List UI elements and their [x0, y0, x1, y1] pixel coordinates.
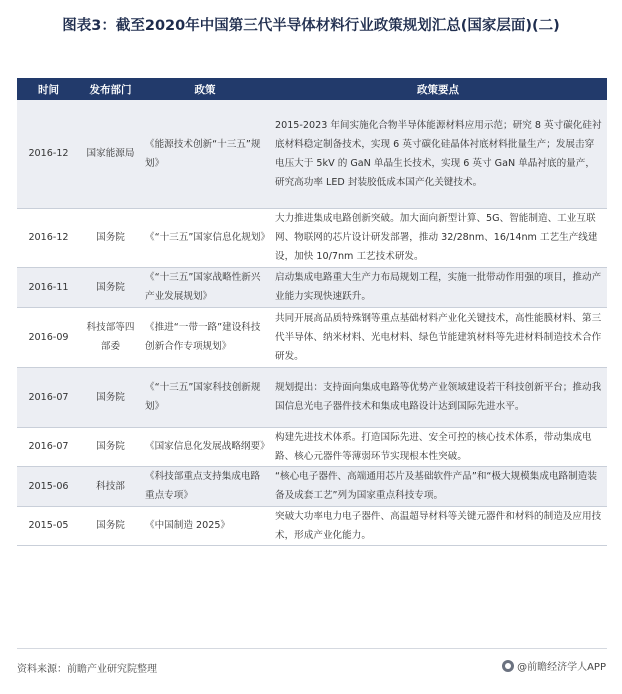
cell-dept: 科技部等四部委	[80, 307, 141, 367]
cell-dept: 国务院	[80, 427, 141, 466]
table-row	[17, 100, 607, 208]
table-row	[17, 427, 607, 466]
cell-time: 2016-09	[17, 307, 80, 367]
cell-points: 共同开展高品质特殊钢等重点基础材料产业化关键技术，高性能膜材料、第三代半导体、纳米材料、光电材料、绿色节能建筑材料等先进材料制造技术合作研发。	[269, 307, 607, 367]
cell-dept: 国家能源局	[80, 100, 141, 208]
cell-points: 启动集成电路重大生产力布局规划工程，实施一批带动作用强的项目，推动产业能力实现快速跃升。	[269, 267, 607, 307]
brand-label: @前瞻经济学人APP	[517, 662, 606, 673]
page-title: 图表3：截至2020年中国第三代半导体材料行业政策规划汇总(国家层面)(二)	[62, 18, 560, 34]
table-row	[17, 506, 607, 545]
cell-dept: 国务院	[80, 506, 141, 545]
cell-time: 2016-07	[17, 427, 80, 466]
column-header-points: 政策要点	[269, 78, 607, 100]
cell-policy: 《“十三五”国家战略性新兴产业发展规划》	[141, 267, 269, 307]
cell-time: 2015-05	[17, 506, 80, 545]
table-header-row	[17, 78, 607, 100]
policy-table	[17, 78, 607, 546]
cell-points: 构建先进技术体系。打造国际先进、安全可控的核心技术体系，带动集成电路、核心元器件等薄弱环节实现根本性突破。	[269, 427, 607, 466]
cell-dept: 国务院	[80, 267, 141, 307]
table-row	[17, 208, 607, 267]
cell-time: 2016-12	[17, 100, 80, 208]
table-row	[17, 466, 607, 506]
cell-policy: 《“十三五”国家信息化规划》	[141, 208, 269, 267]
table-row	[17, 267, 607, 307]
cell-time: 2015-06	[17, 466, 80, 506]
cell-policy: 《“十三五”国家科技创新规划》	[141, 367, 269, 427]
column-header-policy: 政策	[141, 78, 269, 100]
cell-time: 2016-07	[17, 367, 80, 427]
cell-dept: 科技部	[80, 466, 141, 506]
column-header-time: 时间	[17, 78, 80, 100]
cell-policy: 《科技部重点支持集成电路重点专项》	[141, 466, 269, 506]
cell-policy: 《能源技术创新“十三五”规划》	[141, 100, 269, 208]
cell-policy: 《国家信息化发展战略纲要》	[141, 427, 269, 466]
cell-policy: 《中国制造 2025》	[141, 506, 269, 545]
source-note: 资料来源：前瞻产业研究院整理	[17, 664, 157, 675]
cell-points: 2015-2023 年间实施化合物半导体能源材料应用示范；研究 8 英寸碳化硅衬底材料稳定制备技术，实现 6 英寸碳化硅晶体衬底材料批量生产；发展击穿电压大于 5kV 的 GaN 单晶生长技术，实现 6 英寸 GaN 单晶衬底的量产，研究高功率 LED 封装胶低成本国产化关键技术。	[269, 100, 607, 208]
cell-points: “核心电子器件、高端通用芯片及基础软件产品”和“极大规模集成电路制造装备及成套工艺”列为国家重点科技专项。	[269, 466, 607, 506]
cell-points: 大力推进集成电路创新突破。加大面向新型计算、5G、智能制造、工业互联网、物联网的芯片设计研发部署，推动 32/28nm、16/14nm 工艺生产线建设，加快 10/7nm 工艺技术研发。	[269, 208, 607, 267]
cell-policy: 《推进“一带一路”建设科技创新合作专项规划》	[141, 307, 269, 367]
cell-points: 规划提出：支持面向集成电路等优势产业领域建设若干科技创新平台；推动我国信息光电子器件技术和集成电路设计达到国际先进水平。	[269, 367, 607, 427]
cell-time: 2016-11	[17, 267, 80, 307]
column-header-dept: 发布部门	[80, 78, 141, 100]
cell-dept: 国务院	[80, 367, 141, 427]
cell-points: 突破大功率电力电子器件、高温超导材料等关键元器件和材料的制造及应用技术，形成产业化能力。	[269, 506, 607, 545]
footer-divider	[17, 648, 607, 649]
brand-credit	[502, 658, 606, 673]
cell-time: 2016-12	[17, 208, 80, 267]
cell-dept: 国务院	[80, 208, 141, 267]
table-row	[17, 307, 607, 367]
table-row	[17, 367, 607, 427]
brand-logo-icon	[502, 660, 514, 672]
